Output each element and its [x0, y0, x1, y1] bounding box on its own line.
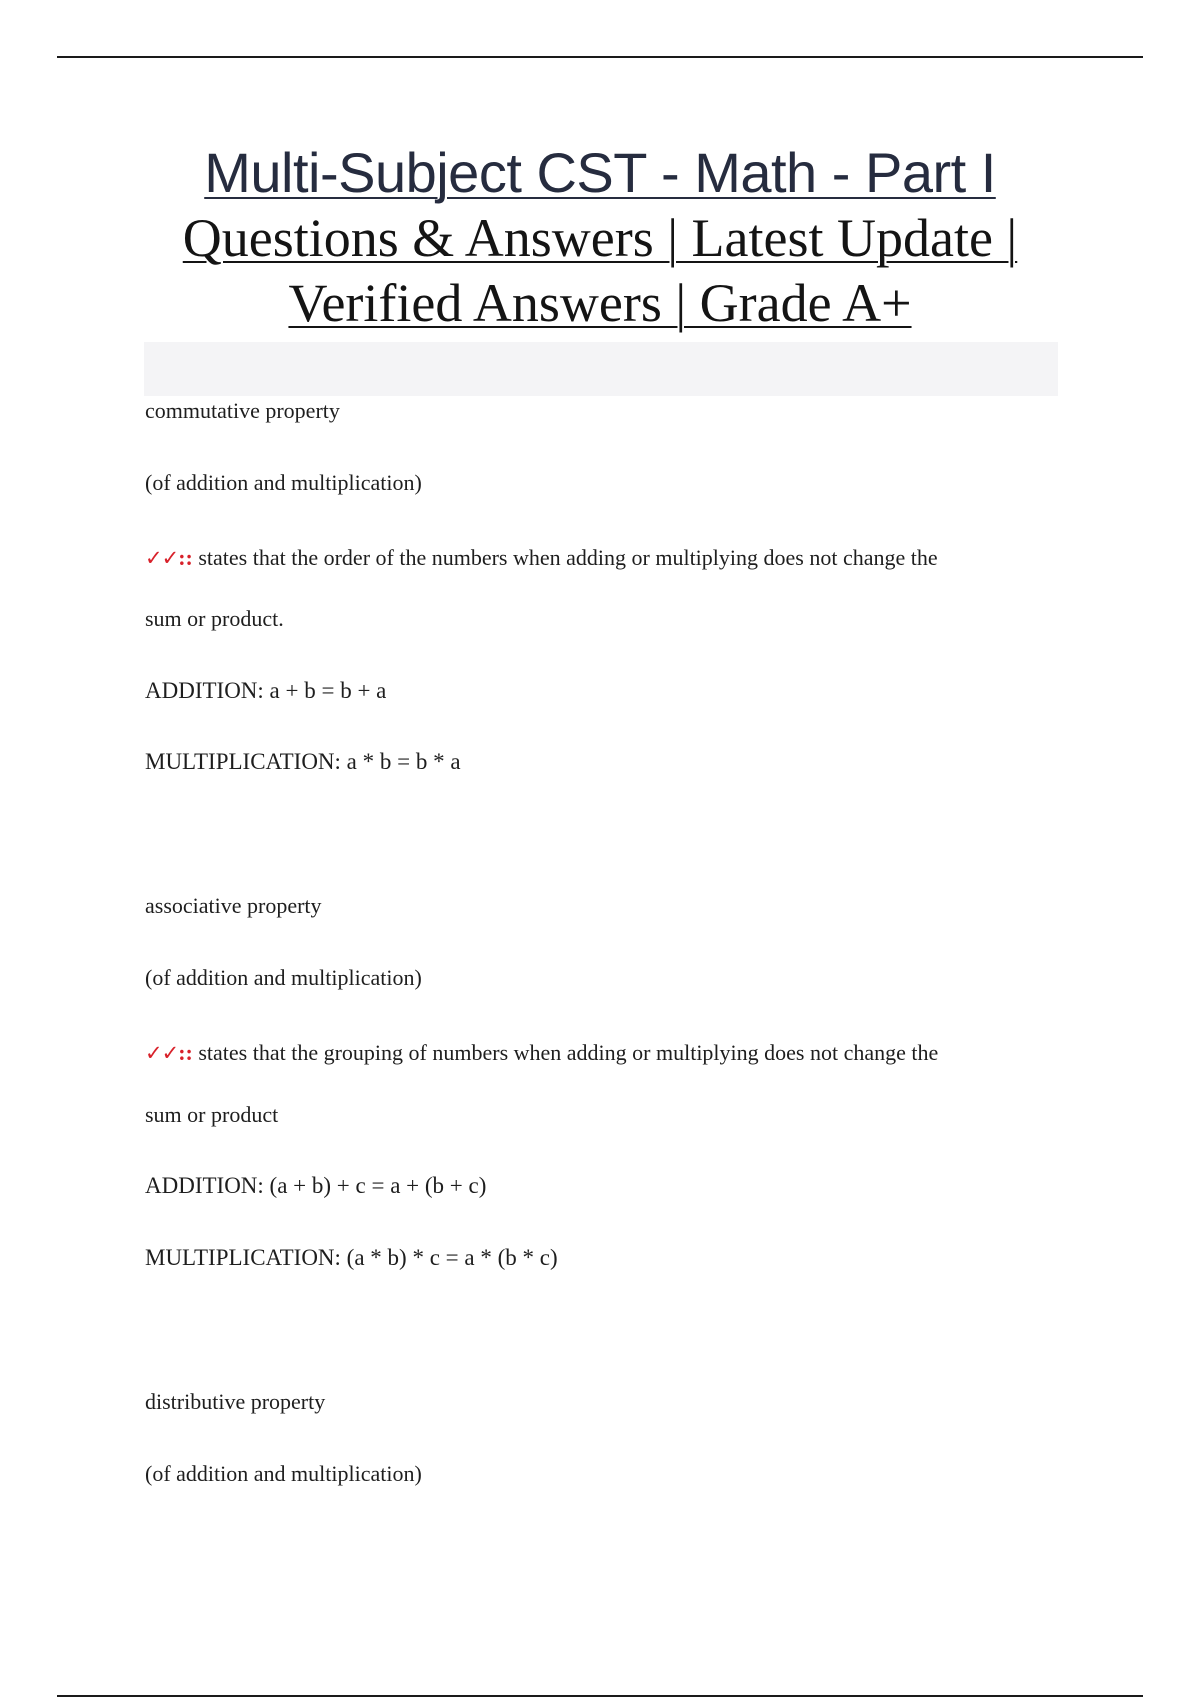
double-check-icon: ✓✓ [145, 1041, 179, 1065]
bottom-rule [57, 1695, 1143, 1697]
answer-separator: :: [178, 545, 193, 570]
entry-multiplication-formula: MULTIPLICATION: a * b = b * a [145, 749, 461, 774]
title-line-3: Verified Answers | Grade A+ [288, 273, 912, 333]
entry-addition-formula: ADDITION: a + b = b + a [145, 678, 387, 703]
entry-term: commutative property [145, 398, 340, 423]
entry-qualifier: (of addition and multiplication) [145, 1461, 422, 1486]
entry-term: distributive property [145, 1389, 326, 1414]
entry-qualifier: (of addition and multiplication) [145, 470, 422, 495]
entry-answer [145, 1040, 938, 1066]
top-rule [57, 56, 1143, 58]
entry-addition-formula: ADDITION: (a + b) + c = a + (b + c) [145, 1173, 487, 1198]
entry-answer-continuation: sum or product. [145, 606, 284, 631]
header-shade-band [144, 342, 1058, 396]
document-title [0, 140, 1200, 336]
title-line-2: Questions & Answers | Latest Update | [182, 208, 1018, 268]
entry-multiplication-formula: MULTIPLICATION: (a * b) * c = a * (b * c) [145, 1245, 558, 1270]
title-line-1: Multi-Subject CST - Math - Part I [204, 141, 996, 204]
answer-separator: :: [178, 1040, 193, 1065]
answer-text: states that the order of the numbers when adding or multiplying does not change the [192, 545, 938, 570]
entry-answer [145, 545, 938, 571]
answer-text: states that the grouping of numbers when adding or multiplying does not change the [192, 1040, 939, 1065]
entry-qualifier: (of addition and multiplication) [145, 965, 422, 990]
double-check-icon: ✓✓ [145, 546, 179, 570]
entry-answer-continuation: sum or product [145, 1102, 279, 1127]
entry-term: associative property [145, 893, 322, 918]
